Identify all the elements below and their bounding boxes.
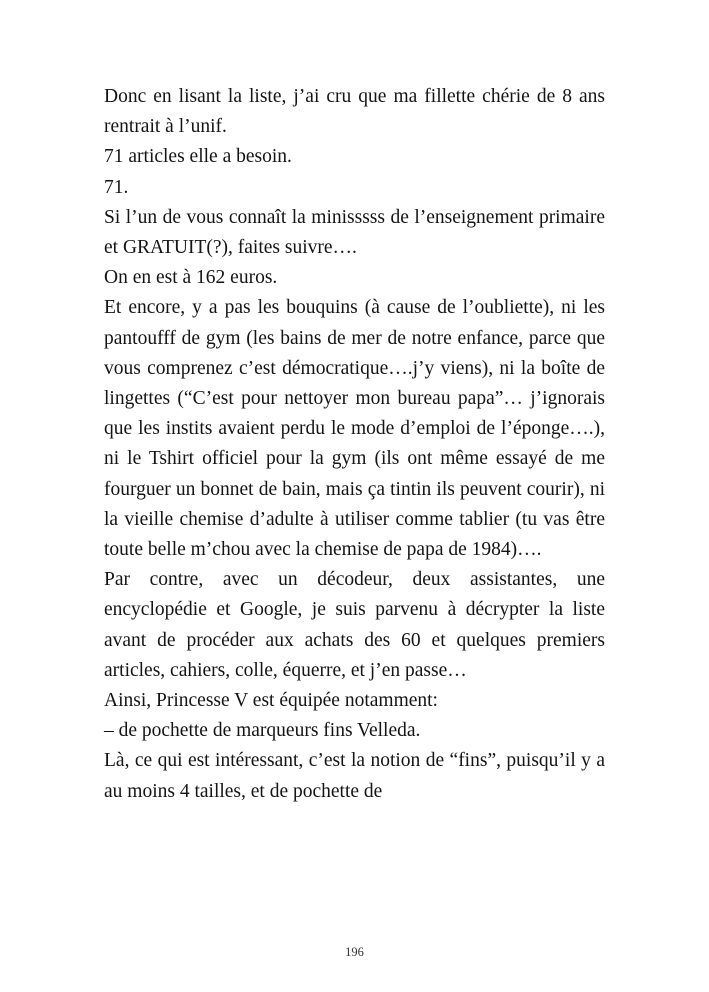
paragraph: Si l’un de vous connaît la minisssss de l’enseignement primaire et GRATUIT(?), faites suivre…. <box>104 206 605 259</box>
paragraph: Ainsi, Princesse V est équipée notamment: <box>104 690 438 712</box>
paragraph: – de pochette de marqueurs fins Velleda. <box>104 720 421 742</box>
body-text <box>104 82 605 807</box>
paragraph: 71. <box>104 176 129 198</box>
page-number: 196 <box>345 945 364 959</box>
paragraph: Donc en lisant la liste, j’ai cru que ma fillette chérie de 8 ans rentrait à l’unif. <box>104 86 605 138</box>
paragraph: On en est à 162 euros. <box>104 267 278 289</box>
paragraph: 71 articles elle a besoin. <box>104 146 292 168</box>
paragraph: Et encore, y a pas les bouquins (à cause de l’oubliette), ni les pantoufff de gym (les bains de mer de notre enfance, parce que vous comprenez c’est démocratique….j’y viens), ni la boîte de lingettes (“C’est pour nettoyer mon bureau papa”… j’ignorais que les instits avaient perdu le mode d’emploi de l’éponge….), ni le Tshirt officiel pour la gym (ils ont même essayé de me fourguer un bonnet de bain, mais ça tintin ils peuvent courir), ni la vieille chemise d’adulte à utiliser comme tablier (tu vas être toute belle m’chou avec la chemise de papa de 1984)…. <box>104 297 605 561</box>
paragraph: Par contre, avec un décodeur, deux assistantes, une encyclopédie et Google, je suis parvenu à décrypter la liste avant de procéder aux achats des 60 et quelques premiers articles, cahiers, colle, équerre, et j’en passe… <box>104 569 605 681</box>
paragraph: Là, ce qui est intéressant, c’est la notion de “fins”, puisqu’il y a au moins 4 tailles, et de pochette de <box>104 750 605 802</box>
